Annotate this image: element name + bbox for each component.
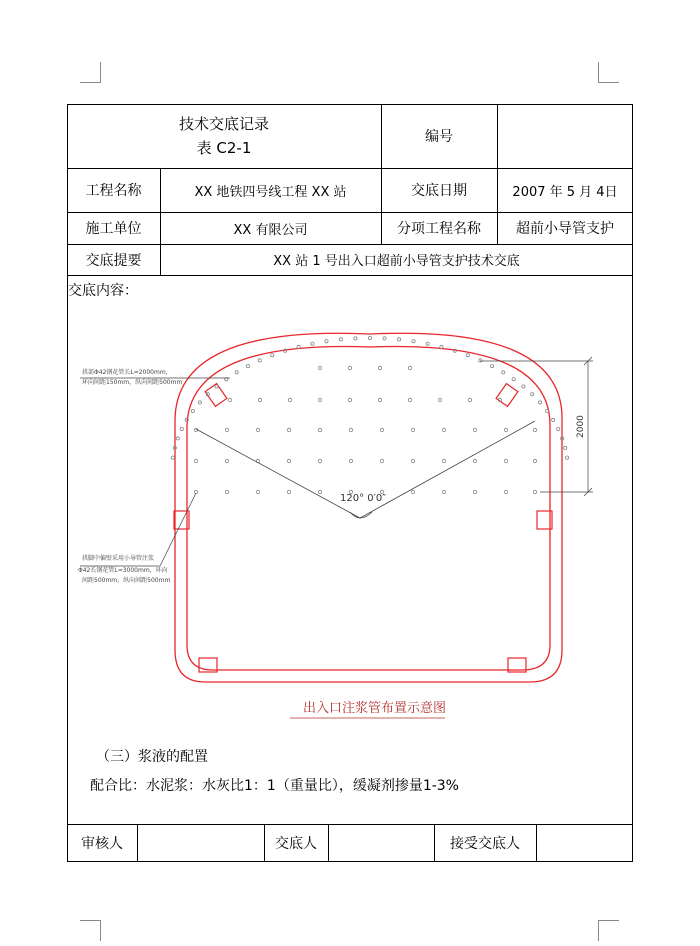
pipe-dot: [531, 393, 534, 396]
grouting-hole-dot: [380, 459, 383, 462]
mix-ratio-text: 配合比：水泥浆：水灰比1：1（重量比），缓凝剂掺量1-3%: [90, 778, 459, 794]
grouting-hole-dot: [438, 398, 441, 401]
subproject-value: 超前小导管支护: [516, 221, 614, 237]
grouting-hole-dot: [318, 490, 321, 493]
reviewer-value: [137, 824, 264, 862]
pipe-dot: [398, 338, 401, 341]
grouting-hole-dot: [256, 490, 259, 493]
grouting-hole-dot: [533, 459, 536, 462]
pipe-dot: [512, 378, 515, 381]
pipe-dot: [522, 385, 525, 388]
pipe-dot: [426, 342, 429, 345]
page-corner-mark: [80, 920, 101, 941]
section-title: （三）浆液的配置: [96, 749, 208, 765]
receiver-label: 接受交底人: [450, 836, 520, 852]
grouting-hole-dot: [442, 428, 445, 431]
grouting-hole-dot: [442, 490, 445, 493]
pipe-dot: [258, 359, 261, 362]
pipe-dot: [502, 371, 505, 374]
pipe-dot: [466, 354, 469, 357]
joint-plate: [496, 384, 518, 407]
grouting-hole-dot: [318, 459, 321, 462]
leader-line: [160, 493, 196, 566]
grouting-hole-dot: [194, 459, 197, 462]
grouting-hole-dot: [318, 428, 321, 431]
pipe-dot: [491, 365, 494, 368]
date-value: 2007 年 5 月 4日: [512, 184, 618, 200]
summary-label: 交底提要: [85, 252, 142, 269]
receiver-value: [536, 824, 633, 862]
pipe-dot: [564, 446, 567, 449]
note-left-line3: 间距500mm，纵向间距500mm: [82, 577, 171, 584]
joint-plate: [205, 384, 227, 407]
note-top-line2: 环向间距150mm，纵向间距500mm: [82, 379, 183, 386]
pipe-dot: [368, 336, 371, 339]
grouting-hole-dot: [287, 490, 290, 493]
pipe-dot: [246, 365, 249, 368]
grouting-hole-dot: [225, 490, 228, 493]
pipe-dot: [215, 385, 218, 388]
grouting-hole-dot: [349, 428, 352, 431]
number-label: 编号: [425, 129, 453, 145]
pipe-dot: [325, 340, 328, 343]
unit-label: 施工单位: [85, 221, 142, 237]
grouting-hole-dot: [348, 366, 351, 369]
grouting-hole-dot: [228, 398, 231, 401]
grouting-hole-dot: [442, 459, 445, 462]
angle-label: 120° 0′0″: [340, 493, 386, 504]
grouting-hole-dot: [258, 398, 261, 401]
unit-value: XX 有限公司: [233, 222, 308, 238]
pipe-dot: [412, 340, 415, 343]
grouting-hole-dot: [256, 428, 259, 431]
angle-line: [196, 429, 360, 518]
grouting-hole-grid: [194, 366, 536, 493]
grouting-hole-dot: [473, 490, 476, 493]
grouting-hole-dot: [349, 459, 352, 462]
grouting-hole-dot: [411, 459, 414, 462]
grouting-hole-dot: [473, 428, 476, 431]
grouting-hole-dot: [533, 428, 536, 431]
note-left-line2: Φ42长钢花管L=3000mm，环向: [78, 567, 168, 574]
pipe-dot: [235, 371, 238, 374]
grouting-hole-dot: [225, 459, 228, 462]
grouting-hole-dot: [348, 398, 351, 401]
grouting-hole-dot: [378, 366, 381, 369]
grouting-hole-dot: [380, 428, 383, 431]
grouting-hole-dot: [504, 490, 507, 493]
grouting-hole-dot: [411, 490, 414, 493]
pipe-dot: [191, 409, 194, 412]
grouting-hole-dot: [378, 398, 381, 401]
pipe-dot: [479, 359, 482, 362]
summary-value: XX 站 1 号出入口超前小导管支护技术交底: [273, 254, 520, 269]
grouting-hole-dot: [533, 490, 536, 493]
grouting-hole-dot: [408, 398, 411, 401]
pipe-dot: [198, 401, 201, 404]
form-title-line1: 技术交底记录: [178, 115, 269, 133]
note-top-line1: 拱部Φ42钢花管长L=2000mm，: [82, 369, 172, 376]
grouting-hole-dot: [287, 428, 290, 431]
pipe-dot: [180, 427, 183, 430]
tunnel-outer-outline: [175, 333, 562, 682]
number-value: [497, 104, 633, 168]
diagram-caption: 出入口注浆管布置示意图: [303, 701, 447, 716]
subproject-label: 分项工程名称: [397, 221, 481, 237]
angle-line: [360, 421, 535, 518]
pipe-dot: [539, 401, 542, 404]
discloser-label: 交底人: [275, 836, 317, 852]
pipe-dot: [552, 418, 555, 421]
outer-pipe-dots: [171, 336, 568, 459]
grouting-hole-dot: [287, 459, 290, 462]
project-name-value: XX 地铁四号线工程 XX 站: [194, 184, 347, 200]
grouting-hole-dot: [473, 459, 476, 462]
pipe-dot: [354, 337, 357, 340]
grouting-hole-dot: [408, 366, 411, 369]
grouting-hole-dot: [225, 428, 228, 431]
discloser-value: [328, 824, 434, 862]
pipe-dot: [566, 456, 569, 459]
reviewer-label: 审核人: [81, 836, 123, 852]
dimension-label: 2000: [576, 415, 586, 438]
pipe-dot: [339, 338, 342, 341]
form-title-line2: 表 C2-1: [196, 139, 252, 157]
grouting-hole-dot: [411, 428, 414, 431]
content-heading: 交底内容：: [68, 283, 138, 299]
pipe-dot: [271, 354, 274, 357]
page-corner-mark: [80, 62, 101, 83]
grouting-hole-dot: [318, 366, 321, 369]
pipe-dot: [311, 342, 314, 345]
grouting-hole-dot: [318, 398, 321, 401]
pipe-dot: [557, 427, 560, 430]
date-label: 交底日期: [411, 183, 467, 199]
page-corner-mark: [598, 62, 619, 83]
grouting-hole-dot: [468, 398, 471, 401]
page-corner-mark: [598, 920, 619, 941]
form-title: [67, 104, 381, 168]
grouting-pipe-diagram: [67, 275, 633, 725]
grouting-hole-dot: [288, 398, 291, 401]
tunnel-inner-outline: [187, 346, 550, 670]
pipe-dot: [171, 456, 174, 459]
grouting-hole-dot: [504, 459, 507, 462]
grouting-hole-dot: [504, 428, 507, 431]
pipe-dot: [383, 337, 386, 340]
pipe-dot: [176, 437, 179, 440]
project-name-label: 工程名称: [85, 183, 142, 199]
note-left-line1: 拱脚中偏壁采用小导管注浆: [82, 555, 155, 562]
